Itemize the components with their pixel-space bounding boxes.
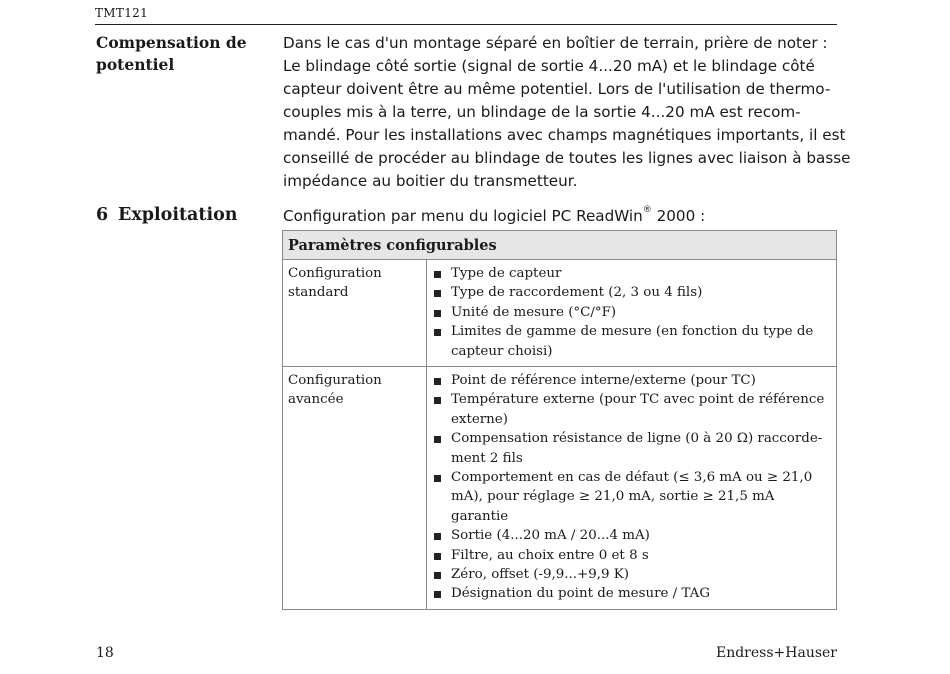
section-title: Exploitation [118, 205, 238, 225]
paragraph-line: mandé. Pour les installations avec champs magnétiques importants, il est [283, 126, 846, 144]
list-item: Comportement en cas de défaut (≤ 3,6 mA ou ≥ 21,0 mA), pour réglage ≥ 21,0 mA, sortie ≥ 21,5 mA garantie [434, 468, 830, 526]
list-item: Sortie (4...20 mA / 20...4 mA) [434, 526, 830, 545]
paragraph-line: couples mis à la terre, un blindage de la sortie 4...20 mA est recom- [283, 103, 801, 121]
bullet-list [434, 264, 830, 361]
bullet-list [434, 371, 830, 604]
potential-heading-line: Compensation de [96, 33, 247, 52]
brand-name: Endress+Hauser [715, 645, 837, 661]
list-item: Température externe (pour TC avec point de référence externe) [434, 390, 830, 429]
row-label-line: Configuration [288, 373, 382, 388]
row-label-line: Configuration [288, 266, 382, 281]
section-heading [96, 205, 238, 225]
header-divider [95, 24, 837, 25]
row-label [283, 260, 427, 367]
table-row [283, 367, 837, 610]
potential-heading [96, 32, 271, 76]
section-number: 6 [96, 205, 109, 225]
table-row [283, 260, 837, 367]
row-content [427, 260, 837, 367]
paragraph-line: conseillé de procéder au blindage de toutes les lignes avec liaison à basse [283, 149, 851, 167]
intro-text-end: 2000 : [651, 207, 706, 225]
list-item: Zéro, offset (-9,9...+9,9 K) [434, 565, 830, 584]
potential-paragraph [283, 32, 851, 193]
document-id: TMT121 [95, 6, 148, 20]
list-item: Compensation résistance de ligne (0 à 20 Ω) raccorde-ment 2 fils [434, 429, 830, 468]
list-item: Filtre, au choix entre 0 et 8 s [434, 546, 830, 565]
section-intro [283, 207, 705, 225]
intro-text: Configuration par menu du logiciel PC ReadWin [283, 207, 643, 225]
registered-mark: ® [642, 205, 652, 215]
list-item: Point de référence interne/externe (pour TC) [434, 371, 830, 390]
row-content [427, 367, 837, 610]
list-item: Unité de mesure (°C/°F) [434, 303, 830, 322]
table-header: Paramètres configurables [283, 231, 837, 260]
list-item: Type de capteur [434, 264, 830, 283]
list-item: Désignation du point de mesure / TAG [434, 584, 830, 603]
list-item: Limites de gamme de mesure (en fonction du type de capteur choisi) [434, 322, 830, 361]
paragraph-line: Le blindage côté sortie (signal de sortie 4...20 mA) et le blindage côté [283, 57, 815, 75]
row-label-line: avancée [288, 392, 344, 408]
parameters-table [282, 230, 837, 610]
list-item: Type de raccordement (2, 3 ou 4 fils) [434, 283, 830, 302]
row-label [283, 367, 427, 610]
paragraph-line: impédance au boitier du transmetteur. [283, 172, 578, 190]
paragraph-line: capteur doivent être au même potentiel. Lors de l'utilisation de thermo- [283, 80, 831, 98]
row-label-line: standard [288, 285, 349, 301]
page-number: 18 [96, 645, 114, 661]
potential-heading-line: potentiel [96, 55, 175, 74]
paragraph-line: Dans le cas d'un montage séparé en boîtier de terrain, prière de noter : [283, 34, 828, 52]
